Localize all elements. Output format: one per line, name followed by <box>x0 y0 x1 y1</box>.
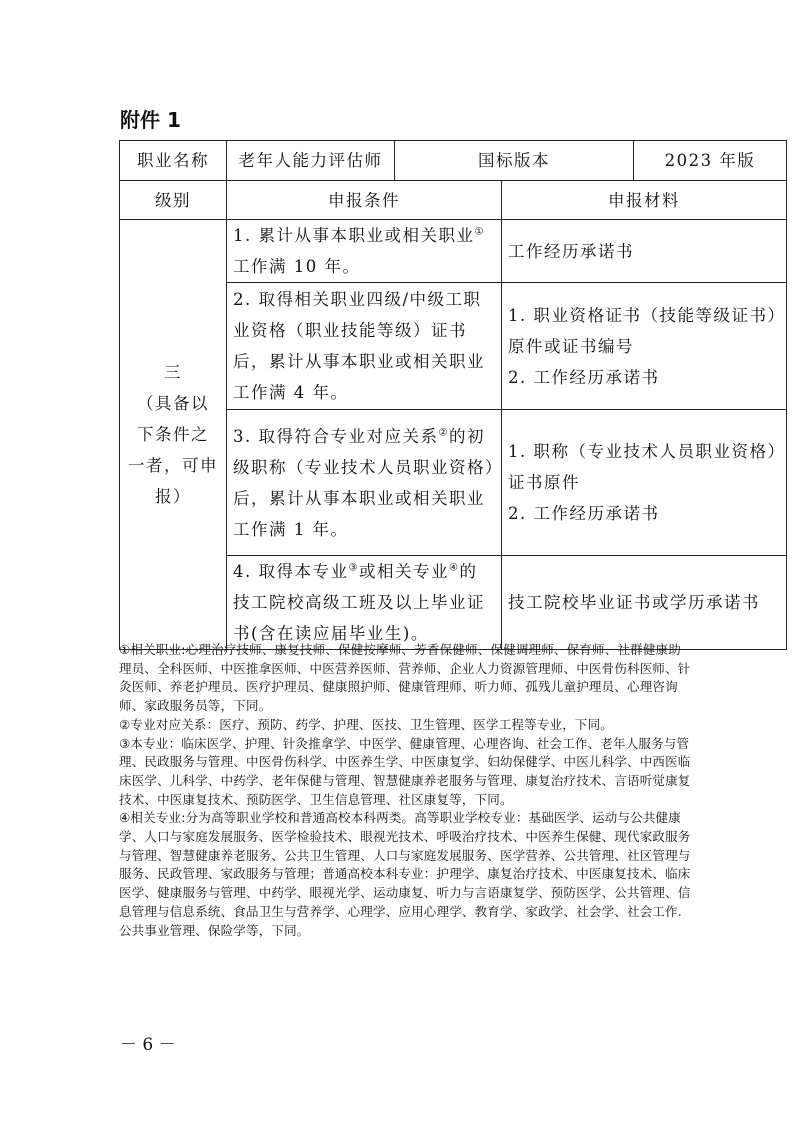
condition-4-text: 4. 取得本专业 <box>233 562 349 581</box>
level-note-line: 下条件之 <box>137 425 209 444</box>
condition-3-text: 3. 取得符合专业对应关系 <box>233 426 439 446</box>
level-cell <box>120 220 227 650</box>
material-4: 技工院校毕业证书或学历承诺书 <box>502 556 787 650</box>
column-header-row <box>120 181 787 220</box>
material-3-line: 1. 职称（专业技术人员职业资格）证书原件 <box>508 442 778 492</box>
footnote-2: ②专业对应关系：医疗、预防、药学、护理、医技、卫生管理、医学工程等专业，下同。 <box>119 716 614 732</box>
condition-2: 2. 取得相关职业四级/中级工职业资格（职业技能等级）证书后，累计从事本职业或相关职业工作满 4 年。 <box>227 283 502 410</box>
materials-header: 申报材料 <box>502 181 787 220</box>
material-3-line: 2. 工作经历承诺书 <box>508 504 660 523</box>
page-number: － 6 － <box>120 1035 176 1055</box>
condition-1-text: 1. 累计从事本职业或相关职业 <box>233 226 475 245</box>
header-row <box>120 141 787 181</box>
condition-3 <box>227 410 502 556</box>
material-2-line: 1. 职业资格证书（技能等级证书）原件或证书编号 <box>508 305 778 356</box>
condition-4-text-end: 的技工院校高级工班及以上毕业证书(含在读应届毕业生)。 <box>233 562 485 643</box>
footnote-mark-3: ③ <box>348 562 359 574</box>
material-2 <box>502 283 787 410</box>
condition-4-text-mid: 或相关专业 <box>358 562 449 581</box>
level-value: 三 <box>164 363 182 382</box>
level-note-line: 报） <box>155 487 191 506</box>
edition-label: 国标版本 <box>395 141 634 181</box>
edition-year: 2023 年版 <box>634 141 787 181</box>
level-note-line: （具备以 <box>137 394 209 413</box>
condition-1-text-end: 工作满 10 年。 <box>233 257 361 276</box>
level-note-line: 一者，可申 <box>128 456 218 475</box>
footnote-mark-2: ② <box>438 427 449 438</box>
footnote-mark-1: ① <box>474 226 485 238</box>
condition-3-text-end: 的初级职称（专业技术人员职业资格）后，累计从事本职业或相关职业工作满 1 年。 <box>233 426 495 539</box>
condition-row-1 <box>120 220 787 283</box>
occupation-name: 老年人能力评估师 <box>227 141 395 181</box>
footnotes <box>119 641 691 940</box>
occupation-name-label: 职业名称 <box>120 141 227 181</box>
conditions-header: 申报条件 <box>227 181 502 220</box>
footnote-1: ①相关职业:心理治疗技师、康复技师、保健按摩师、芳香保健师、保健调理师、保育师、社群健康助理员、全科医师、中医推拿医师、中医营养医师、营养师、企业人力资源管理师、中医骨伤科医师、针灸医师、养老护理员、医疗护理员、健康照护师、健康管理师、听力师、孤残儿童护理员、心理咨询师、家政服务员等，下同。 <box>119 642 691 714</box>
material-1: 工作经历承诺书 <box>502 220 787 283</box>
footnote-mark-4: ④ <box>448 562 460 574</box>
material-2-line: 2. 工作经历承诺书 <box>508 367 660 387</box>
footnote-3: ③本专业：临床医学、护理、针灸推拿学、中医学、健康管理、心理咨询、社会工作、老年人服务与管理、民政服务与管理、中医骨伤科学、中医养生学、中医康复学、妇幼保健学、中医儿科学、中西医临床医学、儿科学、中药学、老年保健与管理、智慧健康养老服务与管理、康复治疗技术、言语听觉康复技术、中医康复技术、预防医学、卫生信息管理、社区康复等，下同。 <box>119 735 691 807</box>
condition-4 <box>227 556 502 650</box>
footnote-4: ④相关专业:分为高等职业学校和普通高校本科两类。高等职业学校专业：基础医学、运动与公共健康学、人口与家庭发展服务、医学检验技术、眼视光技术、呼吸治疗技术、中医养生保健、现代家政服务与管理、智慧健康养老服务、公共卫生管理、人口与家庭发展服务、医学营养、公共管理、社区管理与服务、民政管理、家政服务与管理；普通高校本科专业：护理学、康复治疗技术、中医康复技术、临床医学、健康服务与管理、中药学、眼视光学、运动康复、听力与言语康复学、预防医学、公共管理、信息管理与信息系统、食品卫生与营养学、心理学、应用心理学、教育学、家政学、社会学、社会工作.公共事业管理、保险学等，下同。 <box>119 810 691 938</box>
application-table <box>119 140 787 650</box>
condition-1 <box>227 220 502 283</box>
level-header: 级别 <box>120 181 227 220</box>
attachment-label: 附件 1 <box>120 108 181 132</box>
material-3 <box>502 410 787 556</box>
